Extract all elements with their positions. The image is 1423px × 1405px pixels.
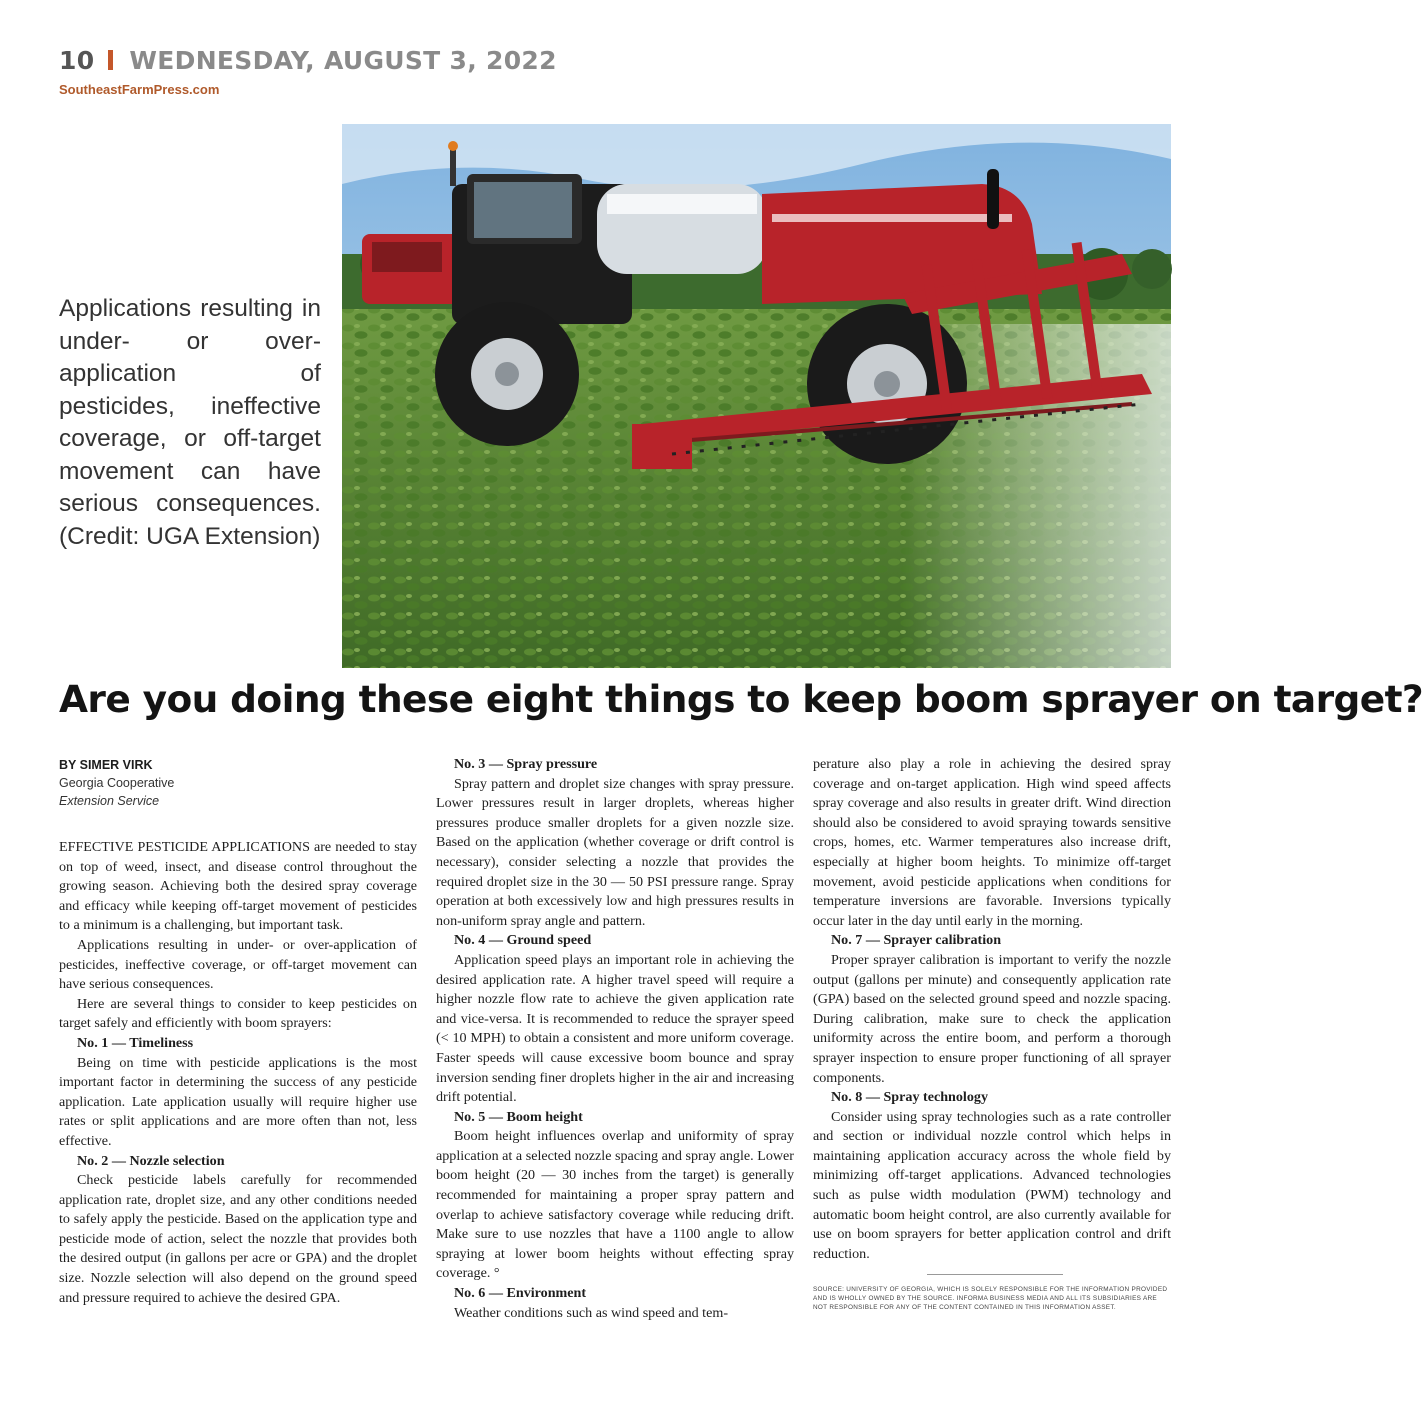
- section-text-environment-cont: perature also play a role in achieving the desired spray coverage and on-target application. High wind speed affects spray coverage and also results in greater drift. Wind direction should also be considered to avoid spraying towards sensitive crops, homes, etc. Warmer temperatures also increase drift, especially at higher boom heights. To minimize off-target movement, avoid pesticide applications when conditions for temperature inversions are favorable. Inversions typically occur later in the day until early in the morning.: [813, 756, 1171, 929]
- sprayer-photo: [342, 124, 1171, 668]
- section-text-ground-speed: Application speed plays an important role in achieving the desired application rate. A higher travel speed will require a higher nozzle flow rate to achieve the given application rate and vice-versa. It is recommended to reduce the sprayer speed (< 10 MPH) to obtain a consistent and more uniform coverage. Faster speeds will cause excessive boom bounce and spray inversion sending finer droplets higher in the air and increasing drift potential.: [436, 951, 794, 1106]
- article-column-1: [59, 755, 417, 1308]
- section-heading-spray-technology: No. 8 — Spray technology: [831, 1089, 988, 1106]
- section-heading-spray-pressure: No. 3 — Spray pressure: [454, 756, 598, 772]
- author-affiliation-unit: Extension Service: [59, 794, 160, 808]
- folio-divider: [108, 50, 113, 70]
- section-text-timeliness: Being on time with pesticide applications is the most important factor in determining the success of any pesticide application. Late application usually will require higher use rates or split applications and are more often than not, less effective.: [59, 1054, 417, 1149]
- article-headline: Are you doing these eight things to keep boom sprayer on target?: [59, 677, 1423, 721]
- sprayer-illustration: [342, 124, 1171, 668]
- page-number: 10: [59, 46, 95, 75]
- section-heading-nozzle-selection: No. 2 — Nozzle selection: [77, 1152, 225, 1169]
- body-paragraph: Here are several things to consider to keep pesticides on target safely and efficiently with boom sprayers:: [59, 995, 417, 1032]
- section-heading-sprayer-calibration: No. 7 — Sprayer calibration: [831, 932, 1002, 949]
- site-link[interactable]: SoutheastFarmPress.com: [59, 82, 220, 97]
- source-divider: [927, 1274, 1063, 1275]
- byline: BY SIMER VIRK: [59, 758, 153, 772]
- section-text-sprayer-calibration: Proper sprayer calibration is important to verify the nozzle output (gallons per minute) and consequently application rate (GPA) based on the selected ground speed and nozzle spacing. During calibration, make sure to check the application uniformity across the entire boom, and perform a thorough sprayer inspection to ensure proper functioning of all sprayer components.: [813, 951, 1171, 1086]
- author-affiliation: Georgia Cooperative: [59, 776, 175, 790]
- article-column-2: [436, 755, 794, 1323]
- photo-caption: Applications resulting in under- or over-application of pesticides, ineffective coverage, or off-target movement can have serious consequences. (Credit: UGA Extension): [59, 295, 321, 550]
- page-header: [59, 44, 557, 97]
- section-heading-environment: No. 6 — Environment: [454, 1285, 587, 1302]
- article-column-3: [813, 755, 1171, 1312]
- source-note: SOURCE: UNIVERSITY OF GEORGIA, WHICH IS SOLELY RESPONSIBLE FOR THE INFORMATION PROVIDED AND IS WHOLLY OWNED BY THE SOURCE. INFORMA BUSINESS MEDIA AND ALL ITS SUBSIDIARIES ARE NOT RESPONSIBLE FOR ANY OF THE CONTENT CONTAINED IN THIS INFORMATION ASSET.: [813, 1286, 1168, 1312]
- section-heading-ground-speed: No. 4 — Ground speed: [454, 932, 592, 949]
- body-paragraph: Applications resulting in under- or over-application of pesticides, ineffective coverage, or off-target movement can have serious consequences.: [59, 936, 417, 993]
- section-text-nozzle-selection: Check pesticide labels carefully for recommended application rate, droplet size, and any other conditions needed to safely apply the pesticide. Based on the application type and pesticide mode of action, select the nozzle that provides both the desired output (in gallons per acre or GPA) and the droplet size. Nozzle selection will also depend on the ground speed and pressure required to achieve the desired GPA.: [59, 1172, 417, 1306]
- section-heading-timeliness: No. 1 — Timeliness: [77, 1034, 194, 1051]
- section-text-boom-height: Boom height influences overlap and uniformity of spray application at a selected nozzle spacing and spray angle. Lower boom height (20 — 30 inches from the target) is generally recommended for maintaining a proper spray pattern and overlap to achieve satisfactory coverage while reducing drift. Make sure to use nozzles that have a 1100 angle to allow spraying at lower boom heights without effecting spray coverage. °: [436, 1128, 794, 1282]
- issue-date: WEDNESDAY, AUGUST 3, 2022: [129, 46, 557, 75]
- folio: [59, 44, 557, 78]
- section-text-environment-start: Weather conditions such as wind speed and tem-: [454, 1304, 729, 1321]
- section-text-spray-pressure: Spray pattern and droplet size changes with spray pressure. Lower pressures result in larger droplets, whereas higher pressures produce smaller droplets for a given nozzle size. Based on the application (whether coverage or drift control is necessary), consider selecting a nozzle that provides the required droplet size in the 30 — 50 PSI pressure range. Spray operation at both excessively low and high pressures results in non-uniform spray angle and pattern.: [436, 775, 794, 929]
- section-text-spray-technology: Consider using spray technologies such as a rate controller and section or individual nozzle control which helps in maintaining application accuracy across the whole field by minimizing off-target applications. Advanced technologies such as pulse width modulation (PWM) technology and automatic boom height control, are also currently available for use on boom sprayers for better application control and drift reduction.: [813, 1108, 1171, 1262]
- lead-paragraph: EFFECTIVE PESTICIDE APPLICATIONS are needed to stay on top of weed, insect, and disease control throughout the growing season. Achieving both the desired spray coverage and efficacy while keeping off-target movement of pesticides to a minimum is a challenging, but important task.: [59, 839, 417, 934]
- section-heading-boom-height: No. 5 — Boom height: [454, 1108, 583, 1125]
